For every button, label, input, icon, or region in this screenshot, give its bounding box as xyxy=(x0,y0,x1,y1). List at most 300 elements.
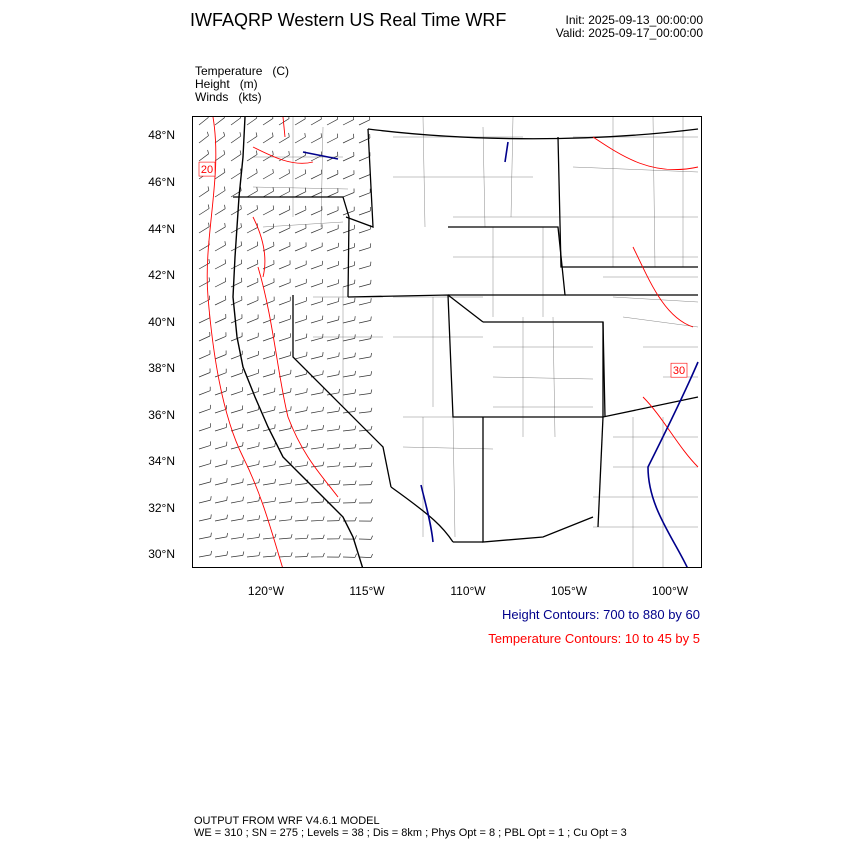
wind-barb xyxy=(343,466,355,467)
wind-barb xyxy=(343,302,355,305)
wind-barb-flag xyxy=(273,169,274,173)
wind-barb xyxy=(199,518,211,521)
wind-barb xyxy=(327,320,339,323)
wind-barb xyxy=(279,410,291,413)
wind-barb xyxy=(199,482,211,485)
wind-barb xyxy=(199,464,211,467)
wind-barb-flag xyxy=(323,425,324,429)
wind-barb xyxy=(359,466,371,467)
wind-barb xyxy=(247,337,258,341)
wind-barb xyxy=(359,302,371,305)
wind-barb xyxy=(327,138,338,144)
wind-barb xyxy=(247,282,258,287)
wind-barb-flag xyxy=(291,534,292,538)
wind-barb-flag xyxy=(323,517,324,521)
wind-barb xyxy=(263,337,274,341)
wind-barb-flag xyxy=(224,168,225,172)
wind-barb xyxy=(199,227,209,233)
wind-barb-flag xyxy=(257,205,258,209)
wind-barb-flag xyxy=(305,133,306,137)
wind-barb-flag xyxy=(275,534,276,538)
wind-barb xyxy=(311,429,323,431)
wind-barb xyxy=(311,411,323,413)
wind-barb xyxy=(343,320,355,323)
wind-barb xyxy=(199,391,210,395)
wind-barb xyxy=(263,374,275,378)
wind-barb-flag xyxy=(273,151,274,155)
wind-barb-flag xyxy=(321,117,322,119)
wind-barb xyxy=(231,537,243,539)
wind-barb xyxy=(327,466,339,467)
wind-barb-flag xyxy=(323,389,324,393)
wind-barb xyxy=(215,336,226,341)
wind-barb xyxy=(247,355,258,359)
wind-barb-flag xyxy=(339,371,340,375)
wind-barb xyxy=(327,338,339,341)
field-name: Height xyxy=(195,77,230,91)
wind-barb xyxy=(231,410,243,414)
wind-barb xyxy=(327,283,338,287)
wind-barb xyxy=(231,555,243,557)
wind-barb xyxy=(263,520,275,522)
field-name: Temperature xyxy=(195,64,263,78)
wind-barb-flag xyxy=(355,371,356,375)
wind-barb xyxy=(295,174,306,180)
wind-barb-flag xyxy=(259,442,260,446)
wind-barb xyxy=(215,482,227,485)
wind-barb xyxy=(279,520,291,521)
wind-barb xyxy=(215,282,226,287)
wind-barb-flag xyxy=(275,516,276,520)
wind-barb xyxy=(279,192,290,198)
wind-barb xyxy=(231,282,242,287)
wind-barb xyxy=(327,356,339,359)
wind-barb xyxy=(295,137,305,143)
wind-barb-flag xyxy=(259,552,260,556)
wind-barb xyxy=(231,446,243,449)
coastline xyxy=(233,117,363,568)
wind-barb xyxy=(359,156,370,161)
wind-barb xyxy=(327,411,339,413)
wind-barb xyxy=(263,355,274,359)
wind-barb xyxy=(231,519,243,521)
wind-barbs xyxy=(199,117,373,558)
wind-barb xyxy=(295,210,306,215)
wind-barb-flag xyxy=(307,498,308,502)
wind-barb-flag xyxy=(323,553,324,557)
wind-barb-flag xyxy=(355,316,356,320)
wind-barb-flag xyxy=(223,117,224,118)
temperature-contour-legend: Temperature Contours: 10 to 45 by 5 xyxy=(488,631,700,646)
wind-barb xyxy=(247,264,258,269)
wind-barb xyxy=(327,210,338,215)
wind-barb xyxy=(247,155,257,162)
wind-barb xyxy=(311,192,322,197)
wind-barb xyxy=(199,500,211,503)
wind-barb xyxy=(295,484,307,486)
wind-barb-flag xyxy=(291,443,292,447)
county-lines xyxy=(253,117,698,568)
wind-barb xyxy=(263,483,275,485)
wind-barb-flag xyxy=(371,499,372,503)
wind-barb xyxy=(263,191,274,197)
wind-barb xyxy=(327,119,338,125)
wind-barb xyxy=(311,137,322,143)
wind-barb-flag xyxy=(275,552,276,556)
wind-barb xyxy=(263,246,274,251)
wind-barb xyxy=(231,264,242,269)
wind-barb xyxy=(279,337,290,341)
wind-barb xyxy=(199,318,210,323)
wind-barb xyxy=(199,281,210,287)
wind-barb xyxy=(359,557,371,558)
wind-barb-flag xyxy=(209,259,210,263)
wind-barb-flag xyxy=(355,426,356,430)
wind-barb xyxy=(295,502,307,503)
wind-barb xyxy=(359,284,371,287)
wind-barb xyxy=(199,136,209,143)
wind-barb-flag xyxy=(225,259,226,263)
wind-barb-flag xyxy=(211,551,212,555)
wind-barb xyxy=(343,357,355,359)
wind-barb-flag xyxy=(275,406,276,410)
wind-barb-flag xyxy=(225,241,226,245)
wind-barb-flag xyxy=(256,132,257,136)
wind-barb-flag xyxy=(371,481,372,485)
wind-barb xyxy=(343,156,354,161)
wind-barb xyxy=(295,228,306,233)
wind-barb-flag xyxy=(257,169,258,173)
height-contours xyxy=(303,142,698,568)
wind-barb-flag xyxy=(275,461,276,465)
wind-barb-flag xyxy=(371,554,373,558)
wind-barb-flag xyxy=(208,150,209,154)
wind-barb-flag xyxy=(259,515,260,519)
wind-barb xyxy=(295,155,306,161)
wind-barb-flag xyxy=(307,553,308,557)
wind-barb-flag xyxy=(371,353,372,357)
wind-barb-flag xyxy=(289,169,290,173)
wind-barb xyxy=(215,519,227,521)
lat-label: 46°N xyxy=(148,175,175,189)
wind-barb-flag xyxy=(339,553,341,557)
map-frame xyxy=(192,116,702,568)
wind-barb-flag xyxy=(371,371,372,375)
wind-barb-flag xyxy=(355,481,356,485)
wind-barb xyxy=(295,392,307,395)
wind-barb xyxy=(215,373,226,377)
wind-barb-flag xyxy=(227,533,228,537)
wind-barb-flag xyxy=(371,335,372,339)
lat-label: 30°N xyxy=(148,547,175,561)
wind-barb xyxy=(295,557,307,558)
wind-barb-flag xyxy=(339,480,340,484)
wind-barb xyxy=(311,156,322,162)
wind-barb xyxy=(295,265,306,269)
wind-barb xyxy=(279,502,291,504)
wind-barb-flag xyxy=(240,150,241,154)
wind-barb-flag xyxy=(272,133,273,137)
wind-barb xyxy=(199,555,211,557)
wind-barb-flag xyxy=(307,443,308,447)
wind-barb xyxy=(231,373,242,377)
wind-barb xyxy=(231,118,241,125)
wind-barb xyxy=(247,300,258,305)
wind-barb xyxy=(279,538,291,539)
wind-barb xyxy=(327,247,338,251)
wind-barb xyxy=(247,537,259,539)
wind-barb xyxy=(359,229,370,233)
wind-barb xyxy=(263,301,274,305)
wind-barb xyxy=(327,229,338,233)
wind-barb xyxy=(311,447,323,449)
wind-barb-flag xyxy=(211,496,212,500)
wind-barb-flag xyxy=(227,496,228,500)
wind-barb xyxy=(311,356,323,359)
wind-barb xyxy=(343,430,355,431)
wind-barb-flag xyxy=(339,407,340,411)
wind-barb xyxy=(279,137,289,143)
wind-barb-flag xyxy=(240,132,241,136)
wind-barb xyxy=(343,174,354,179)
wind-barb-flag xyxy=(209,277,210,281)
wind-barb xyxy=(199,445,210,449)
wind-barb xyxy=(343,193,354,198)
wind-barb xyxy=(215,300,226,305)
wind-barb xyxy=(231,501,243,503)
wind-barb xyxy=(247,446,259,449)
wind-barb xyxy=(295,429,307,431)
wind-barb xyxy=(295,411,307,414)
wind-barb-flag xyxy=(321,133,322,137)
wind-barb xyxy=(215,409,226,413)
wind-barb-flag xyxy=(355,408,356,412)
wind-barb xyxy=(343,338,355,341)
wind-barb xyxy=(327,265,338,269)
wind-barb-flag xyxy=(243,442,244,446)
wind-barb-flag xyxy=(241,205,242,209)
wind-barb-flag xyxy=(371,536,373,540)
wind-barb xyxy=(199,373,210,378)
wind-barb-flag xyxy=(256,151,257,155)
wind-barb-flag xyxy=(243,460,244,464)
wind-barb xyxy=(215,318,226,323)
wind-barb xyxy=(263,282,274,287)
wind-barb-flag xyxy=(323,370,324,374)
lon-label: 105°W xyxy=(550,584,588,598)
wind-barb xyxy=(247,519,259,521)
map-plot xyxy=(193,117,702,568)
wind-barb xyxy=(215,172,225,179)
wind-barb xyxy=(311,393,323,395)
model-config-line: WE = 310 ; SN = 275 ; Levels = 38 ; Dis = 8km ; Phys Opt = 8 ; PBL Opt = 1 ; Cu Opt = 3 xyxy=(194,827,627,839)
wind-barb-flag xyxy=(275,479,276,483)
wind-barb xyxy=(263,410,275,413)
wind-barb-flag xyxy=(227,551,228,555)
wind-barb-flag xyxy=(256,117,257,118)
wind-barb xyxy=(279,429,291,432)
wind-barb xyxy=(199,537,211,539)
wind-barb-flag xyxy=(211,533,212,537)
wind-barb xyxy=(199,209,209,216)
temperature-contours xyxy=(207,117,698,568)
wind-barb xyxy=(231,428,243,431)
wind-barb xyxy=(279,301,290,305)
wind-barb xyxy=(311,228,322,233)
lon-label: 100°W xyxy=(651,584,689,598)
wind-barb xyxy=(311,210,322,215)
lat-label: 40°N xyxy=(148,315,175,329)
wind-barb xyxy=(311,119,321,125)
wind-barb-flag xyxy=(291,479,292,483)
wind-barb xyxy=(263,209,274,215)
wind-barb-flag xyxy=(224,132,225,136)
wind-barb xyxy=(359,175,370,180)
wind-barb xyxy=(263,118,273,125)
wind-barb-flag xyxy=(240,117,241,118)
wind-barb-flag xyxy=(259,461,260,465)
wind-barb xyxy=(231,136,241,143)
wind-barb xyxy=(279,447,291,449)
wind-barb xyxy=(295,356,307,359)
wind-barb xyxy=(247,118,257,125)
wind-barb-flag xyxy=(355,499,356,503)
wind-barb xyxy=(215,227,225,233)
wind-barb-flag xyxy=(289,133,290,137)
field-height-label xyxy=(195,77,258,91)
wind-barb xyxy=(247,173,257,179)
wind-barb xyxy=(215,191,225,198)
wind-barb-flag xyxy=(337,117,338,119)
wind-barb-flag xyxy=(323,480,324,484)
contour-labels xyxy=(199,162,687,377)
wind-barb xyxy=(327,192,338,197)
wind-barb xyxy=(231,300,242,305)
wind-barb xyxy=(231,173,241,180)
wind-barb-flag xyxy=(323,352,324,356)
wind-barb xyxy=(327,429,339,431)
wind-barb xyxy=(343,448,355,449)
wind-barb-flag xyxy=(259,534,260,538)
wind-barb xyxy=(295,192,306,197)
wind-barb-flag xyxy=(307,407,308,411)
wind-barb xyxy=(247,483,259,485)
contour-label: 20 xyxy=(200,164,214,177)
wind-barb-flag xyxy=(259,497,260,501)
wind-barb xyxy=(279,264,290,269)
wind-barb xyxy=(263,465,275,467)
wind-barb xyxy=(199,354,210,359)
wind-barb-flag xyxy=(209,223,210,227)
wind-barb xyxy=(327,448,339,449)
wind-barb-flag xyxy=(355,334,356,338)
wind-barb xyxy=(359,339,371,341)
wind-barb xyxy=(343,393,355,395)
wind-barb xyxy=(327,302,339,305)
wind-barb xyxy=(247,556,259,557)
wind-barb-flag xyxy=(241,241,242,245)
wind-barb xyxy=(231,209,241,215)
valid-time: Valid: 2025-09-17_00:00:00 xyxy=(555,26,703,40)
wind-barb xyxy=(343,375,355,377)
wind-barb-flag xyxy=(208,186,209,190)
wind-barb xyxy=(263,447,275,450)
lat-label: 44°N xyxy=(148,222,175,236)
lat-label: 42°N xyxy=(148,268,175,282)
wind-barb xyxy=(215,555,227,557)
wind-barb xyxy=(295,520,307,521)
lat-label: 48°N xyxy=(148,128,175,142)
plot-title: IWFAQRP Western US Real Time WRF xyxy=(190,10,507,30)
wind-barb xyxy=(215,154,225,161)
wind-barb-flag xyxy=(339,444,340,448)
wind-barb xyxy=(311,520,323,521)
field-name: Winds xyxy=(195,90,229,104)
wind-barb-flag xyxy=(371,408,372,412)
wind-barb-flag xyxy=(307,516,308,520)
wind-barb xyxy=(295,283,306,287)
wind-barb xyxy=(199,336,210,341)
wind-barb-flag xyxy=(371,444,372,448)
wind-barb xyxy=(263,228,274,233)
wind-barb xyxy=(263,319,274,323)
wind-barb xyxy=(279,319,290,323)
wind-barb xyxy=(215,427,227,431)
wind-barb-flag xyxy=(371,463,372,467)
wind-barb xyxy=(279,173,290,179)
wind-barb-flag xyxy=(371,298,372,302)
contour-label: 30 xyxy=(672,365,686,378)
wind-barb xyxy=(295,374,307,377)
wind-barb xyxy=(279,374,291,377)
wind-barb xyxy=(311,338,323,341)
wind-barb-flag xyxy=(211,514,212,518)
wind-barb-flag xyxy=(355,554,357,558)
wind-barb-flag xyxy=(225,205,226,209)
wind-barb xyxy=(247,227,258,233)
wind-barb xyxy=(279,556,291,557)
wind-barb xyxy=(263,173,273,179)
wind-barb-flag xyxy=(243,515,244,519)
wind-barb-flag xyxy=(291,388,292,392)
wind-barb xyxy=(231,154,241,161)
wind-barb-flag xyxy=(272,117,273,118)
wind-barb xyxy=(311,466,323,467)
lon-label: 110°W xyxy=(450,584,486,598)
wind-barb xyxy=(279,392,291,395)
wind-barb-flag xyxy=(241,223,242,227)
wind-barb xyxy=(359,193,370,197)
wind-barb xyxy=(279,483,291,485)
wind-barb-flag xyxy=(305,117,306,119)
wind-barb xyxy=(263,137,273,143)
lat-label: 38°N xyxy=(148,361,175,375)
wind-barb xyxy=(311,247,322,251)
wind-barb-flag xyxy=(339,389,340,393)
wind-barb xyxy=(343,484,355,485)
wind-barb xyxy=(311,174,322,179)
wind-barb xyxy=(231,482,243,485)
wind-barb xyxy=(279,356,291,360)
wind-barb-flag xyxy=(257,187,258,191)
lat-label: 36°N xyxy=(148,408,175,422)
wind-barb-flag xyxy=(225,223,226,227)
wind-barb xyxy=(231,464,243,467)
wind-barb-flag xyxy=(243,497,244,501)
wind-barb-flag xyxy=(371,390,372,394)
wind-barb xyxy=(263,501,275,503)
wind-barb-flag xyxy=(339,462,340,466)
